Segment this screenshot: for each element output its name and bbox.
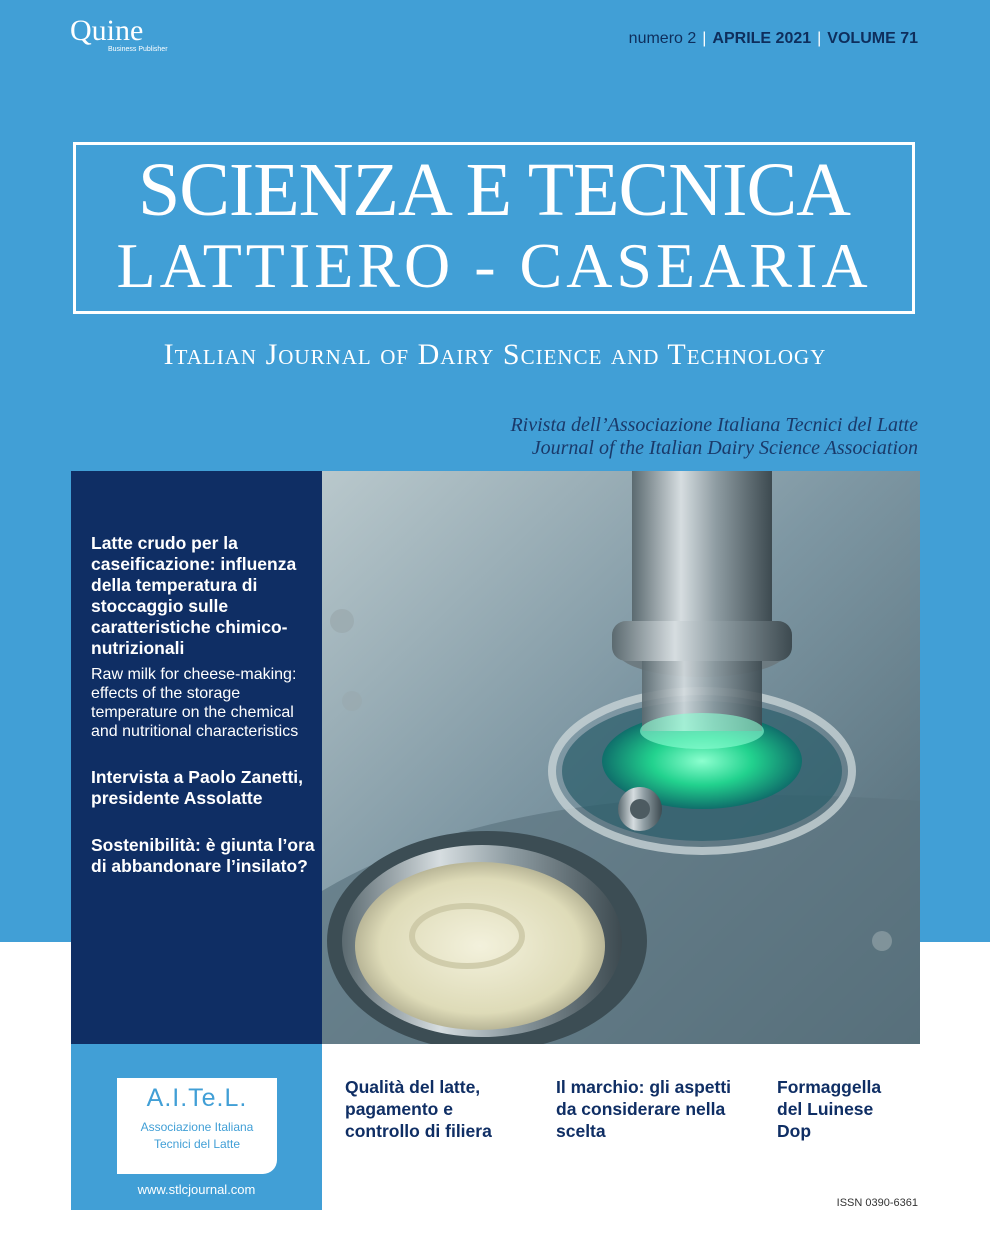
highlights-panel [71,471,322,1044]
article-title: Sostenibilità: è giunta l’ora di abbandonare l’insilato? [91,835,315,876]
cover-photo [322,471,920,1044]
bottom-article-title: Il marchio: gli aspetti da considerare nella scelta [556,1077,732,1141]
bottom-article-title: Qualità del latte, pagamento e controllo di filiera [345,1077,492,1141]
aitel-logo [117,1078,277,1174]
association-panel [71,1044,322,1210]
association-note [510,414,918,460]
association-line-1: Rivista dell’Associazione Italiana Tecnici del Latte [510,414,918,436]
logo-line-2: Tecnici del Latte [153,1137,241,1151]
publisher-logo [70,14,168,53]
issue-volume-number: 71 [900,30,918,47]
publisher-tagline: Business Publisher [108,46,168,53]
issue-volume-label: VOLUME [827,30,896,47]
journal-subtitle: Italian Journal of Dairy Science and Technology [163,338,827,371]
publisher-name: Quine [70,14,144,47]
logo-line-1: Associazione Italiana [140,1120,254,1134]
issn: ISSN 0390-6361 [836,1197,918,1209]
masthead [73,142,915,314]
article-title: Latte crudo per la caseificazione: influenza della temperatura di stoccaggio sulle caratteristiche chimico-nutrizionali [91,533,297,658]
issue-info: numero 2 | APRILE 2021 | VOLUME 71 [628,30,918,47]
association-line-2: Journal of the Italian Dairy Science Association [531,437,918,459]
website-link[interactable]: www.stlcjournal.com [137,1182,256,1197]
article-title: Intervista a Paolo Zanetti, presidente Assolatte [91,767,303,808]
highlights-list [91,533,316,877]
article-subtitle: Raw milk for cheese-making: effects of the storage temperature on the chemical and nutritional characteristics [91,666,299,740]
issue-number: numero 2 [628,30,697,47]
logo-acronym: A.I.Te.L. [146,1084,248,1112]
issue-month: APRILE [712,30,772,47]
issue-year: 2021 [775,30,812,47]
bottom-article-title: Formaggella del Luinese Dop [777,1077,882,1141]
masthead-line-2: LATTIERO - CASEARIA [116,230,872,301]
masthead-line-1: SCIENZA E TECNICA [137,148,851,232]
